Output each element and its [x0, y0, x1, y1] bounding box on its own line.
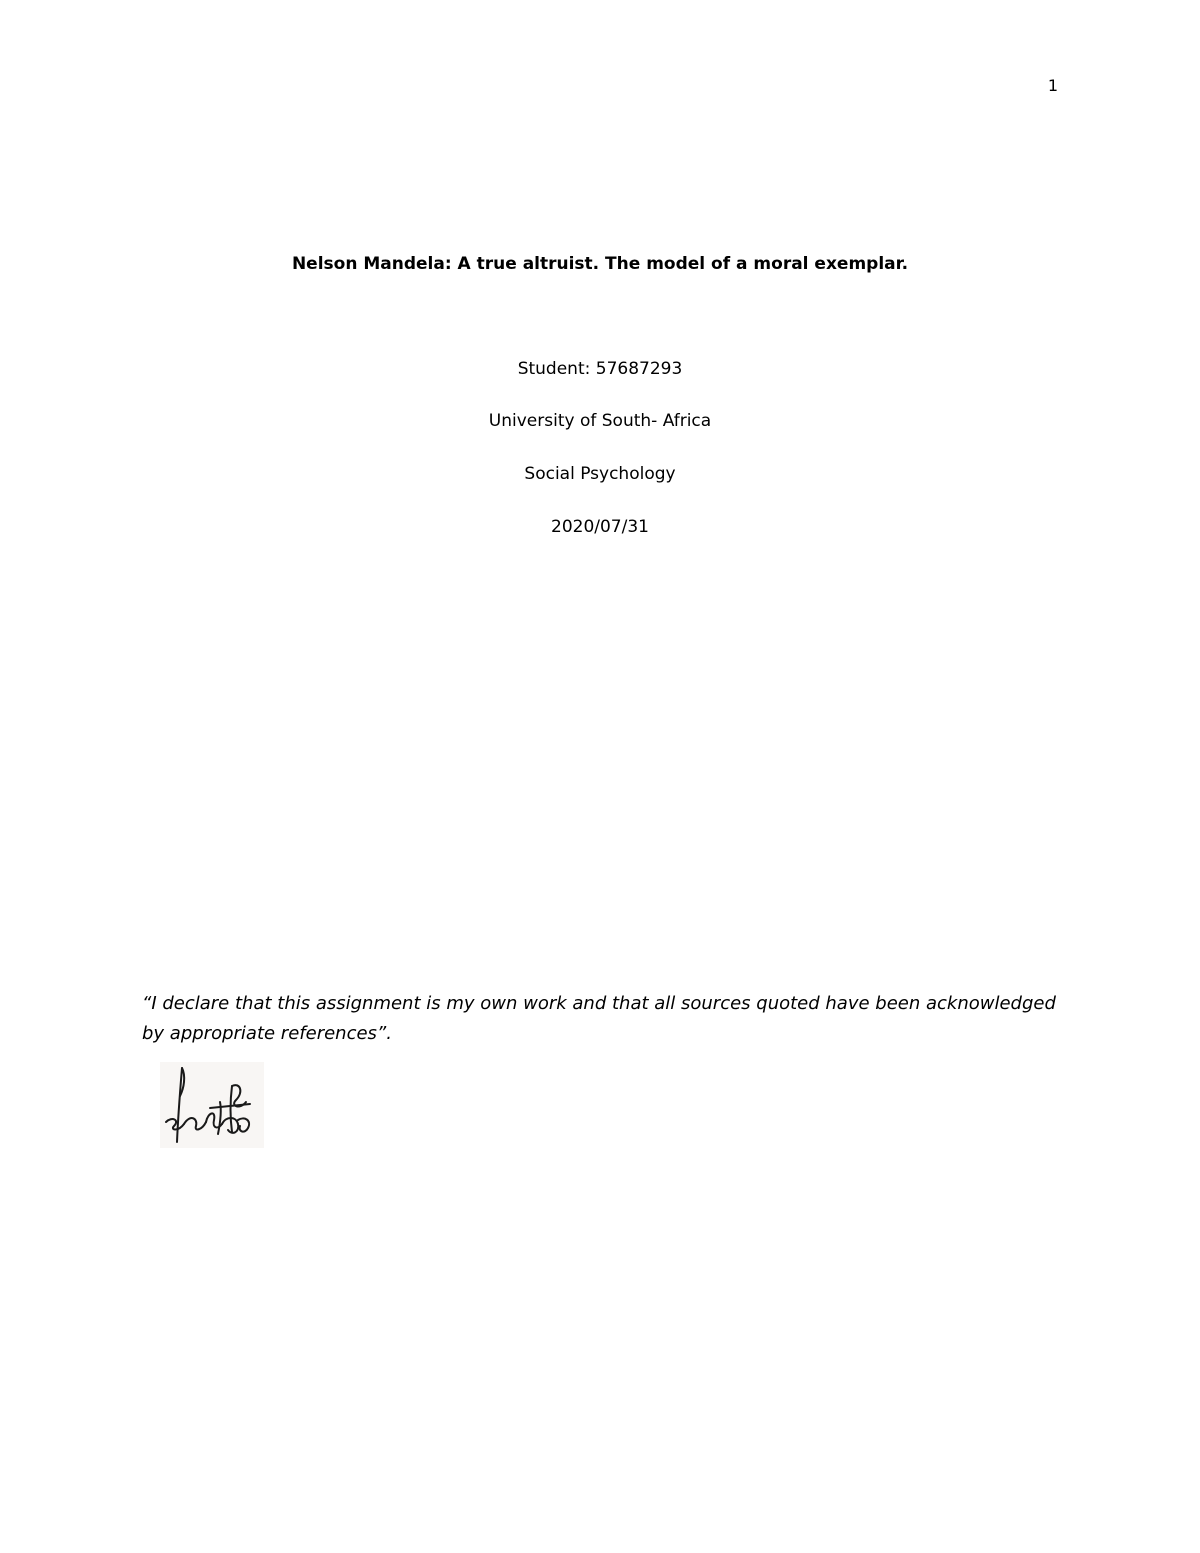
signature-image [160, 1062, 264, 1148]
submission-date: 2020/07/31 [551, 517, 649, 537]
declaration-statement: “I declare that this assignment is my own work and that all sources quoted have been acknowledged by appropriate references”. [142, 993, 1056, 1044]
university-name: University of South- Africa [488, 411, 712, 431]
student-number: Student: 57687293 [517, 359, 683, 379]
document-title: Nelson Mandela: A true altruist. The model of a moral exemplar. [291, 254, 909, 274]
signature-ink [160, 1062, 264, 1148]
page-number: 1 [1047, 76, 1058, 95]
course-name: Social Psychology [524, 464, 676, 484]
